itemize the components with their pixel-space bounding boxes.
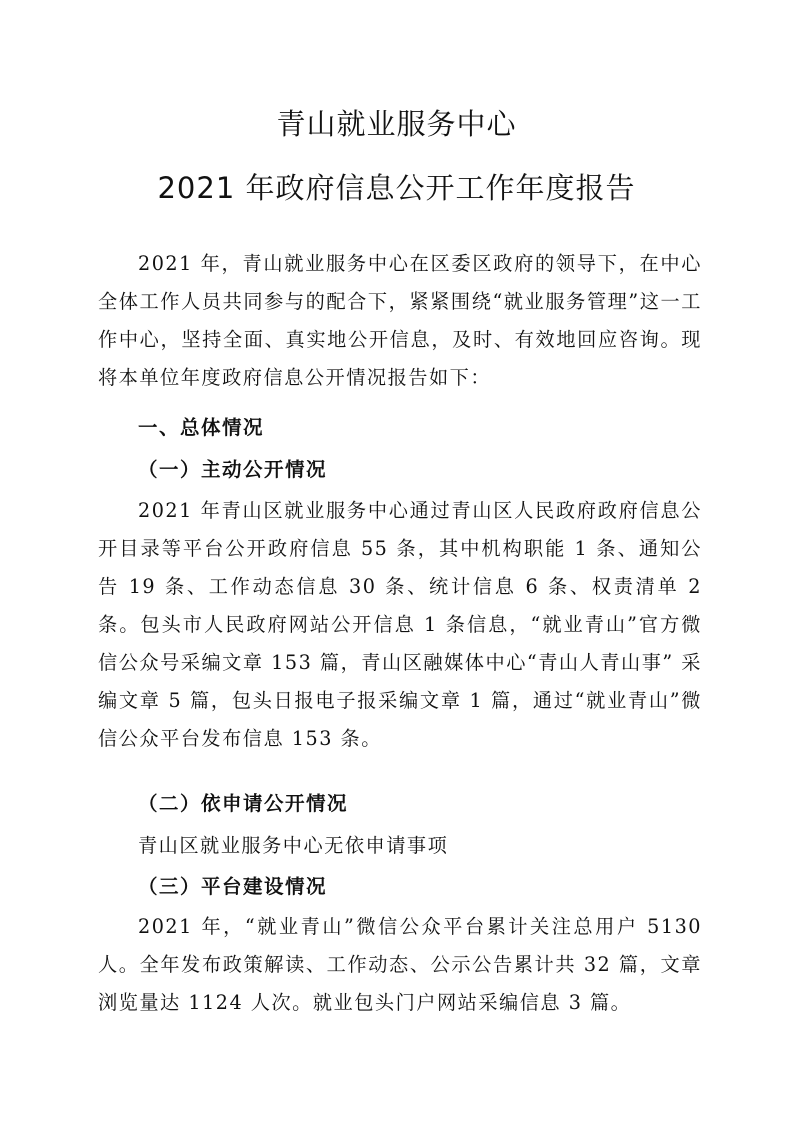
document-title-line1: 青山就业服务中心 [276, 107, 517, 141]
subsection1-heading: （一）主动公开情况 [138, 458, 328, 481]
subsection3-heading: （三）平台建设情况 [138, 875, 328, 898]
document-title-line2: 2021 年政府信息公开工作年度报告 [157, 171, 636, 205]
intro-paragraph: 2021 年，青山就业服务中心在区委区政府的领导下，在中心全体工作人员共同参与的配合下，紧紧围绕“就业服务管理”这一工作中心，坚持全面、真实地公开信息，及时、有效地回应咨询。现将本单位年度政府信息公开情况报告如下： [98, 252, 702, 389]
subsection2-heading: （二）依申请公开情况 [138, 792, 349, 815]
subsection2-paragraph: 青山区就业服务中心无依申请事项 [138, 834, 449, 857]
subsection1-paragraph: 2021 年青山区就业服务中心通过青山区人民政府政府信息公开目录等平台公开政府信息 55 条，其中机构职能 1 条、通知公告 19 条、工作动态信息 30 条、统计信息 6 条、权责清单 2 条。包头市人民政府网站公开信息 1 条信息，“就业青山”官方微信公众号采编文章 153 篇，青山区融媒体中心“青山人青山事” 采编文章 5 篇，包头日报电子报采编文章 1 篇，通过“就业青山”微信公众平台发布信息 153 条。 [98, 499, 702, 750]
subsection3-paragraph: 2021 年，“就业青山”微信公众平台累计关注总用户 5130 人。全年发布政策解读、工作动态、公示公告累计共 32 篇，文章浏览量达 1124 人次。就业包头门户网站采编信息 3 篇。 [98, 915, 702, 1014]
section1-heading: 一、总体情况 [138, 416, 265, 439]
